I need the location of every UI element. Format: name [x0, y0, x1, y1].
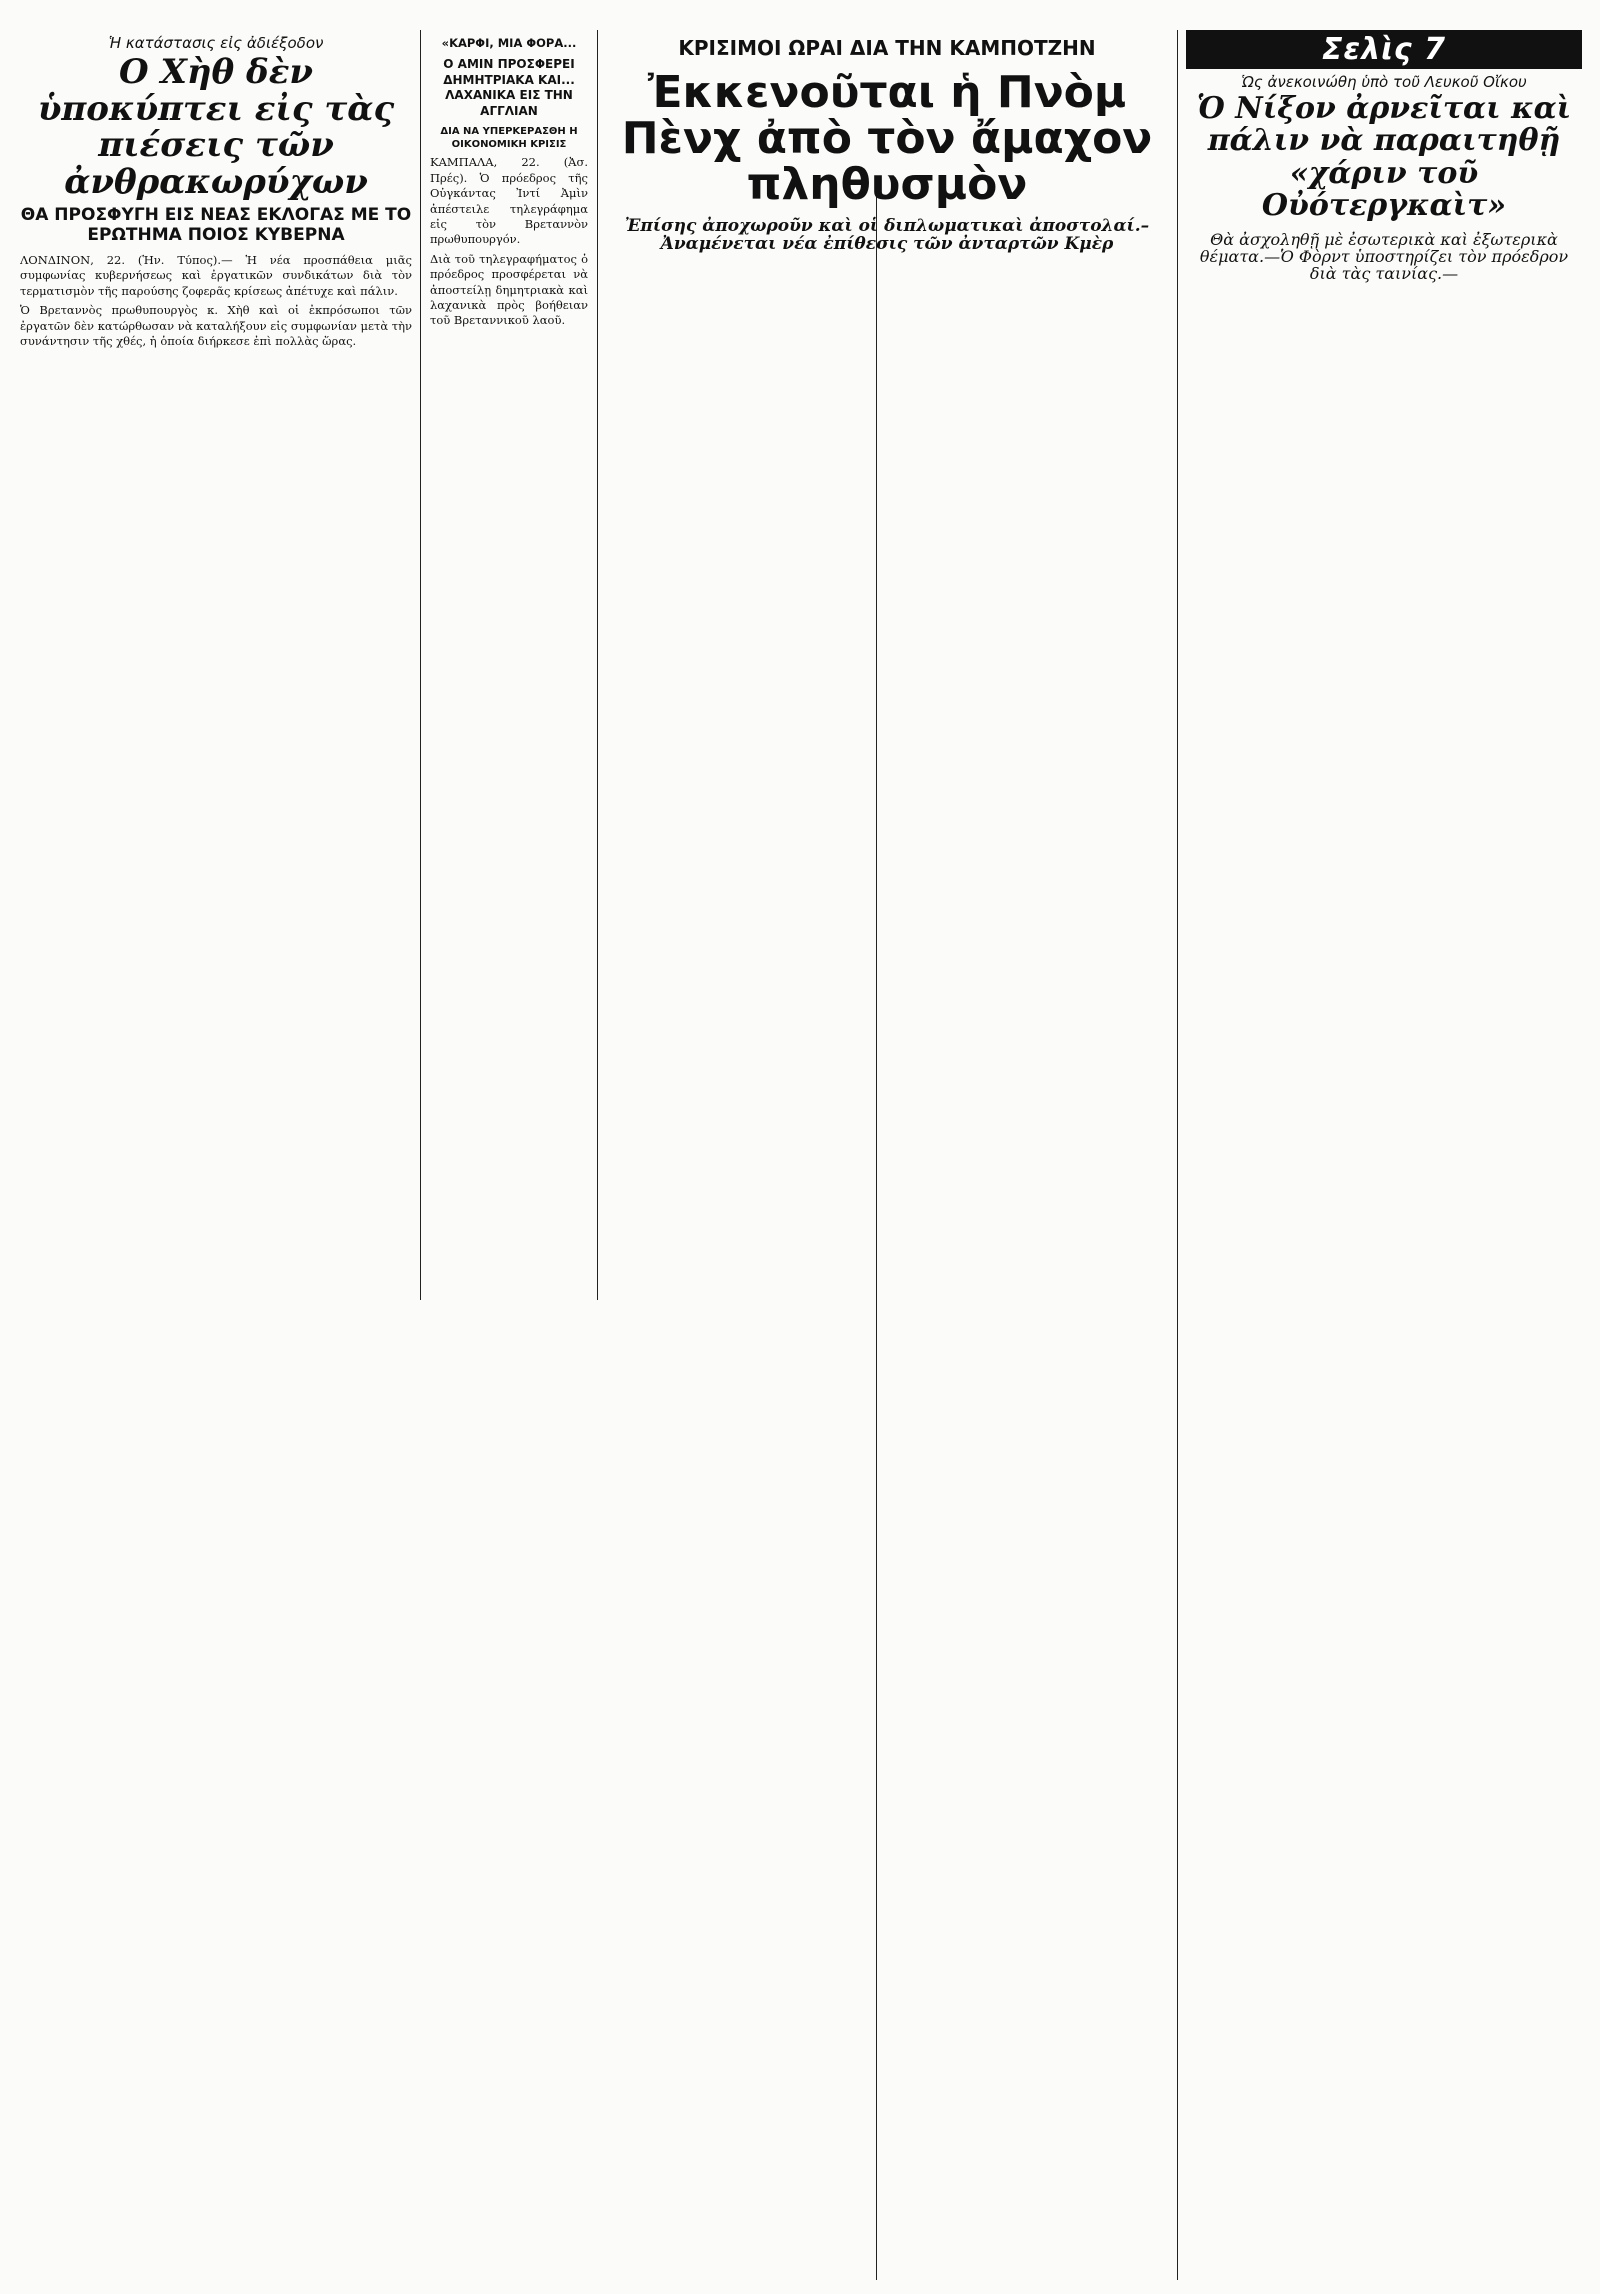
- column-rule: [876, 180, 877, 2280]
- dateline: ΚΑΜΠΑΛΑ, 22. (Ἀσ. Πρές). Ὁ πρόεδρος τῆς Οὐγκάντας Ἰντί Ἀμὶν ἀπέστειλε τηλεγράφημα εἰς τὸν Βρεταννὸν πρωθυπουργόν.: [430, 155, 588, 247]
- subhead: ΘΑ ΠΡΟΣΦΥΓΗ ΕΙΣ ΝΕΑΣ ΕΚΛΟΓΑΣ ΜΕ ΤΟ ΕΡΩΤΗΜΑ ΠΟΙΟΣ ΚΥΒΕΡΝΑ: [20, 204, 412, 245]
- headline: Ο Χὴθ δὲν ὑποκύπτει εἰς τὰς πιέσεις τῶν ἀνθρακωρύχων: [37, 52, 395, 203]
- page-number-badge: Σελὶς 7: [1186, 30, 1582, 69]
- kicker: Ὡς ἀνεκοινώθη ὑπὸ τοῦ Λευκοῦ Οἴκου: [1241, 73, 1527, 91]
- body: Διὰ τοῦ τηλεγραφήματος ὁ πρόεδρος προσφέρεται νὰ ἀποστείλῃ δημητριακὰ καὶ λαχανικὰ πρὸς βοήθειαν τοῦ Βρεταννικοῦ λαοῦ.: [430, 251, 588, 328]
- subhead: Ἐπίσης ἀποχωροῦν καὶ οἱ διπλωματικαὶ ἀποστολαί.– Ἀναμένεται νέα ἐπίθεσις τῶν ἀνταρτῶν Κμὲρ: [624, 215, 1150, 254]
- article-nixon-watergate: [1186, 30, 1582, 390]
- dateline: ΛΟΝΔΙΝΟΝ, 22. (Ἡν. Τύπος).— Ἡ νέα προσπάθεια μιᾶς συμφωνίας κυβερνήσεως καὶ ἐργατικῶν συνδικάτων διὰ τὸν τερματισμὸν τῆς παρούσης ζοφερᾶς κρίσεως ἀπέτυχε καὶ πάλιν.: [20, 252, 412, 298]
- column-rule: [597, 30, 598, 1300]
- subhead: Θὰ ἀσχοληθῇ μὲ ἐσωτερικὰ καὶ ἐξωτερικὰ θέματα.—Ὁ Φὸρντ ὑποστηρίζει τὸν πρόεδρον διὰ τὰς ταινίας.—: [1199, 229, 1569, 284]
- article-cambodia: [606, 30, 1168, 330]
- subhead: ΔΙΑ ΝΑ ΥΠΕΡΚΕΡΑΣΘΗ Η ΟΙΚΟΝΟΜΙΚΗ ΚΡΙΣΙΣ: [440, 126, 578, 151]
- column-rule: [1177, 30, 1178, 2280]
- kicker: «ΚΑΡΦΙ, ΜΙΑ ΦΟΡΑ...: [441, 36, 577, 50]
- kicker: Ἡ κατάστασις εἰς ἀδιέξοδον: [108, 34, 324, 52]
- headline: Ο ΑΜΙΝ ΠΡΟΣΦΕΡΕΙ ΔΗΜΗΤΡΙΑΚΑ ΚΑΙ... ΛΑΧΑΝΙΚΑ ΕΙΣ ΤΗΝ ΑΓΓΛΙΑΝ: [443, 56, 575, 118]
- kicker: ΚΡΙΣΙΜΟΙ ΩΡΑΙ ΔΙΑ ΤΗΝ ΚΑΜΠΟΤΖΗΝ: [678, 36, 1096, 60]
- article-amin: [430, 30, 588, 1300]
- body: Ὁ Βρεταννὸς πρωθυπουργὸς κ. Χὴθ καὶ οἱ ἐκπρόσωποι τῶν ἐργατῶν δὲν κατώρθωσαν νὰ καταλήξουν εἰς συμφωνίαν μετὰ τὴν συνάντησιν τῆς χθές, ἡ ὁποία διήρκεσε ἐπὶ πολλὰς ὥρας.: [20, 303, 412, 348]
- headline: Ὁ Νίξον ἀρνεῖται καὶ πάλιν νὰ παραιτηθῇ «χάριν τοῦ Οὐότεργκαὶτ»: [1196, 91, 1572, 224]
- headline: Ἐκκενοῦται ἡ Πνὸμ Πὲνχ ἀπὸ τὸν ἄμαχον πληθυσμὸν: [621, 67, 1153, 211]
- column-rule: [420, 30, 421, 1300]
- article-nixon-miners: [20, 30, 412, 1300]
